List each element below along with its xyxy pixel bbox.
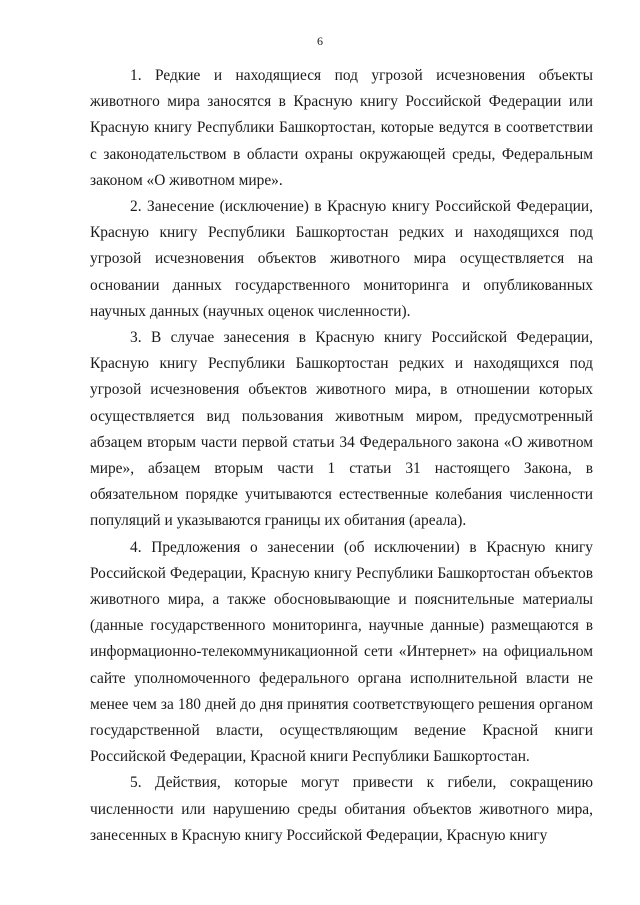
- paragraph-4: 4. Предложения о занесении (об исключении) в Красную книгу Российской Федерации, Красную книгу Республики Башкортостан объектов животного мира, а также обосновывающие и пояснительные материалы (данные государственного мониторинга, научные данные) размещаются в информационно-телекоммуникационной сети «Интернет» на официальном сайте уполномоченного федерального органа исполнительной власти не менее чем за 180 дней до дня принятия соответствующего решения органом государственной власти, осуществляющим ведение Красной книги Российской Федерации, Красной книги Республики Башкортостан.: [90, 538, 593, 766]
- paragraph-1: 1. Редкие и находящиеся под угрозой исчезновения объекты животного мира заносятся в Красную книгу Российской Федерации или Красную книгу Республики Башкортостан, которые ведутся в соответствии с законодательством в области охраны окружающей среды, Федеральным законом «О животном мире».: [90, 67, 593, 189]
- document-body: [90, 63, 593, 849]
- page-number: 6: [317, 34, 323, 48]
- paragraph-3: 3. В случае занесения в Красную книгу Российской Федерации, Красную книгу Республики Башкортостан редких и находящихся под угрозой исчезновения объектов животного мира, в отношении которых осуществляется вид пользования животным миром, предусмотренный абзацем вторым части первой статьи 34 Федерального закона «О животном мире», абзацем вторым части 1 статьи 31 настоящего Закона, в обязательном порядке учитываются естественные колебания численности популяций и указываются границы их обитания (ареала).: [90, 329, 593, 530]
- paragraph-2: 2. Занесение (исключение) в Красную книгу Российской Федерации, Красную книгу Республики Башкортостан редких и находящихся под угрозой исчезновения объектов животного мира осуществляется на основании данных государственного мониторинга и опубликованных научных данных (научных оценок численности).: [90, 198, 593, 320]
- paragraph-5: 5. Действия, которые могут привести к гибели, сокращению численности или нарушению среды обитания объектов животного мира, занесенных в Красную книгу Российской Федерации, Красную книгу: [90, 774, 593, 844]
